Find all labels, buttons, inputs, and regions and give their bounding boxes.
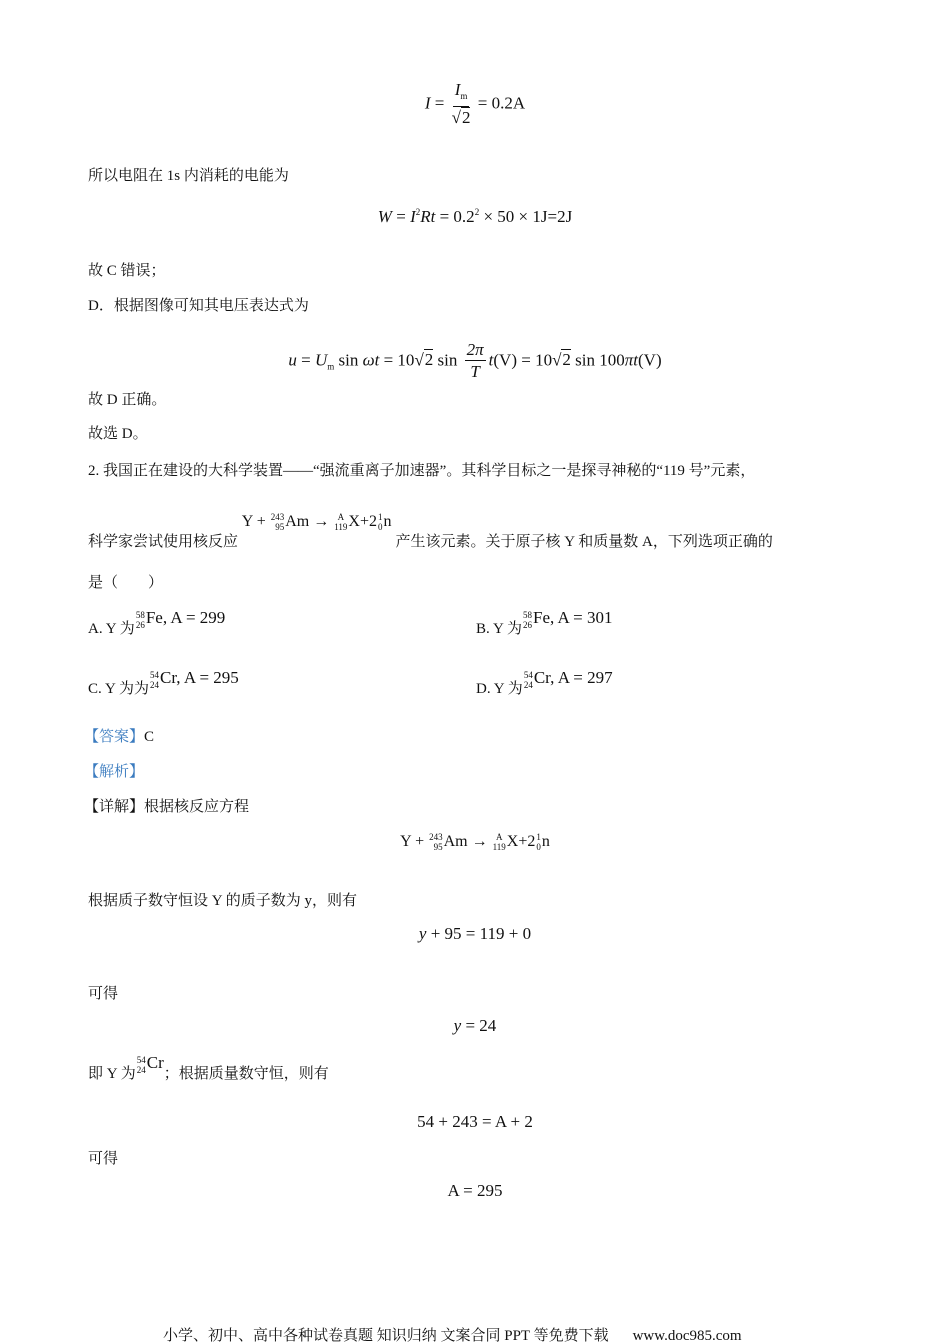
reaction-equation: [241, 512, 396, 533]
radicand: 2: [424, 350, 434, 370]
option-b[interactable]: [476, 608, 612, 639]
symbol: ωt: [362, 350, 380, 370]
equation-energy: [0, 201, 950, 228]
atomic-number: 0: [378, 522, 383, 533]
mass-number: 243: [429, 832, 443, 843]
equation-voltage: $u = U_m$ sin ωt = 10√2 sin $\frac{2\pi}{T}$ t(V) = 10√2 sin 100πt(V): [288, 340, 662, 381]
eq-part: sin: [433, 350, 462, 370]
option-value: Cr, A = 295: [159, 668, 239, 687]
text-line: D．根据图像可知其电压表达式为: [88, 298, 309, 314]
option-d[interactable]: [476, 668, 613, 699]
symbol: U: [314, 350, 328, 370]
mass-number: 1: [536, 832, 541, 843]
mass-number: 243: [270, 512, 285, 523]
text: 产生该元素。关于原子核 Y 和质量数 A，下列选项正确的: [395, 534, 773, 550]
detail-label: 【详解】: [84, 799, 145, 815]
mass-number: A: [337, 512, 345, 523]
atomic-number: 95: [433, 842, 443, 853]
symbol: Rt: [420, 207, 436, 226]
eq-part: × 50 × 1J=2J: [479, 207, 573, 226]
atomic-number: 26: [135, 619, 145, 630]
mass-number: A: [495, 832, 503, 843]
eq-part: X+2: [506, 833, 536, 850]
eq-part: sin: [334, 350, 363, 370]
text-line: 故选 D。: [88, 426, 148, 442]
eq-part: sin 100: [570, 350, 625, 370]
footer-link[interactable]: www.doc985.com: [632, 1328, 742, 1344]
eq-part: = 10: [379, 350, 415, 370]
text: 科学家尝试使用核反应: [88, 534, 239, 550]
fraction: [465, 340, 486, 383]
atomic-number: 24: [136, 1064, 146, 1075]
subscript: m: [460, 91, 468, 101]
eq-part: Am →: [443, 833, 492, 850]
detail-line: [84, 797, 249, 817]
text-line: 故 C 错误；: [88, 263, 166, 279]
subscript: m: [327, 361, 335, 372]
equation-proton: [0, 923, 950, 945]
eq-part: n: [541, 833, 550, 850]
option-a[interactable]: [88, 608, 225, 639]
eq-part: n: [383, 513, 392, 530]
text-line: 故 D 正确。: [88, 392, 167, 408]
equation-rhs: = 0.2A: [477, 93, 526, 113]
eq-part: (V) = 10: [493, 350, 553, 370]
text-line: 根据质子数守恒设 Y 的质子数为 y，则有: [88, 893, 358, 909]
text-line-cr: [88, 1053, 329, 1087]
question-stem: 2. 我国正在建设的大科学装置——“强流重离子加速器”。其科学目标之一是探寻神秘的“119 号”元素，: [88, 463, 756, 479]
fraction: $\frac{I_m}{√2}$: [451, 80, 471, 127]
atomic-number: 119: [492, 842, 506, 853]
mass-number: 1: [378, 512, 383, 523]
symbol: I: [424, 93, 431, 113]
numerator: 2π: [466, 340, 484, 359]
text: ；根据质量数守恒，则有: [163, 1066, 329, 1082]
superscript: 2: [474, 207, 480, 217]
question-stem-reaction: [88, 512, 773, 552]
atomic-number: 119: [334, 522, 348, 533]
answer-value: C: [144, 729, 155, 745]
atomic-number: 24: [149, 679, 159, 690]
text: 即 Y 为: [88, 1066, 136, 1082]
mass-number: 54: [136, 1054, 146, 1065]
text-line: 是（ ）: [88, 575, 164, 591]
option-label: D. Y 为: [476, 681, 523, 697]
eq-part: =: [296, 350, 315, 370]
atomic-number: 95: [275, 522, 285, 533]
equation-current: I = $\frac{I_m}{√2}$ = 0.2A: [424, 80, 526, 127]
superscript: 2: [415, 207, 421, 217]
eq-part: = 24: [461, 1016, 497, 1035]
option-value: Fe, A = 301: [532, 608, 613, 627]
footer-text: 小学、初中、高中各种试卷真题 知识归纳 文案合同 PPT 等免费下载: [163, 1328, 609, 1344]
symbol: y: [418, 924, 427, 943]
radicand: 2: [562, 350, 571, 370]
equation-reaction: [0, 831, 950, 853]
symbol: I: [454, 80, 461, 99]
option-c[interactable]: [88, 668, 239, 699]
mass-number: 58: [135, 609, 145, 620]
text: 根据核反应方程: [144, 799, 250, 815]
mass-number: 54: [149, 669, 159, 680]
denominator: T: [470, 362, 480, 381]
symbol: I: [410, 207, 416, 226]
symbol: y: [453, 1016, 462, 1035]
text-line: 可得: [88, 986, 119, 1002]
element-symbol: Cr: [146, 1053, 164, 1072]
option-label: B. Y 为: [476, 621, 522, 637]
eq-part: Y +: [241, 513, 270, 530]
atomic-number: 24: [523, 679, 533, 690]
answer-line: [84, 727, 154, 747]
analysis-label: 【解析】: [84, 764, 145, 780]
equation-y: [0, 1015, 950, 1037]
atomic-number: 0: [536, 842, 541, 853]
eq-part: =: [396, 207, 411, 226]
eq-part: = 0.2: [435, 207, 475, 226]
symbol: W: [377, 207, 392, 226]
eq-part: + 95 = 119 + 0: [426, 924, 532, 943]
eq-part: X+2: [348, 513, 377, 530]
option-label: A. Y 为: [88, 621, 135, 637]
eq-part: (V): [638, 350, 662, 370]
answer-label: 【答案】: [84, 729, 145, 745]
eq-part: Am →: [285, 513, 334, 530]
text-line: 所以电阻在 1s 内消耗的电能为: [88, 168, 289, 184]
option-value: Fe, A = 299: [145, 608, 226, 627]
equation-result: A = 295: [447, 1181, 503, 1200]
symbol: u: [288, 350, 297, 370]
symbol: πt: [624, 350, 639, 370]
option-value: Cr, A = 297: [533, 668, 613, 687]
mass-number: 54: [523, 669, 533, 680]
symbol: t: [488, 350, 494, 370]
text-line: 可得: [88, 1151, 119, 1167]
eq-part: Y +: [400, 833, 429, 850]
mass-number: 58: [522, 609, 532, 620]
radicand: 2: [461, 108, 471, 127]
option-label: C. Y 为为: [88, 681, 149, 697]
footer: [163, 1324, 742, 1344]
equation-mass: 54 + 243 = A + 2: [417, 1112, 533, 1131]
atomic-number: 26: [522, 619, 532, 630]
